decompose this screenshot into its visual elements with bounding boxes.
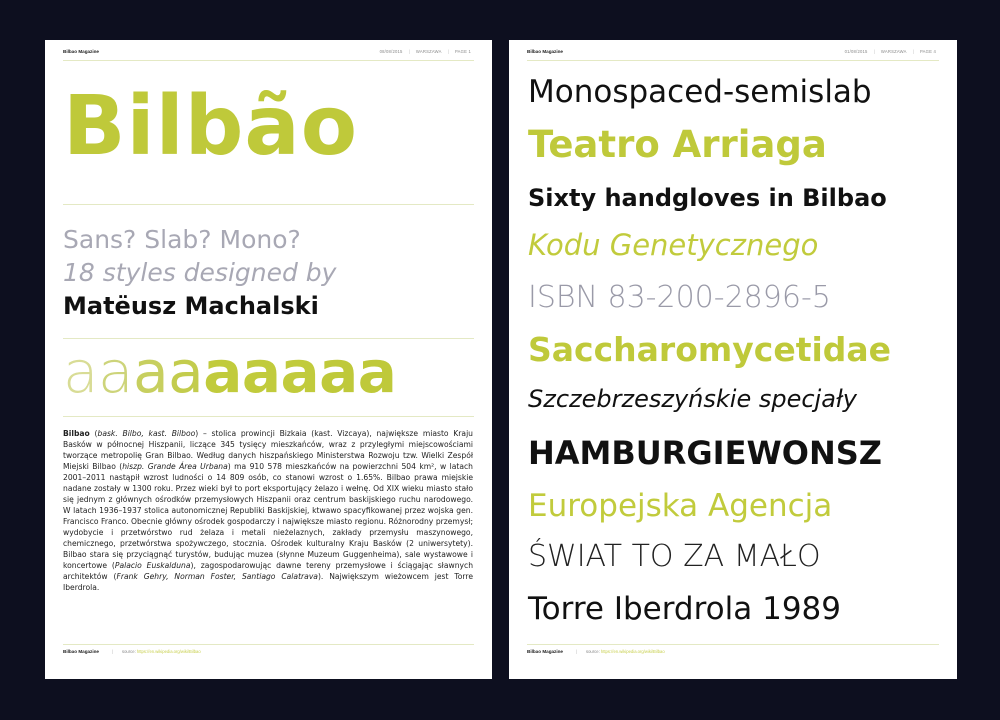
body-lead-word: Bilbao (63, 429, 90, 438)
magazine-name: Bilbao Magazine (527, 49, 563, 54)
page-footer (527, 649, 939, 659)
body-text-segment: ), zagospodarowując dawne tereny przemysłowe i ściągając sławnych architektów ( (63, 561, 474, 581)
article-body (63, 428, 473, 593)
weight-sample-glyph: a (168, 338, 204, 406)
header-separator: | (447, 49, 449, 54)
header-meta (377, 49, 474, 54)
body-text-segment: ) ma 910 578 mieszkańców na powierzchni 504 km², w latach 2001–2011 nastąpił wzrost ludności o 14 809 osób, co stanowi wzrost o 1.65%. Bilbao prawa miejskie nadane zostały w 1300 roku. Przez wieki był to port eksportujący żelazo i wełnę. Od XIX wieku miasto stało się jednym z głównych ośrodków przemysłowych Hiszpanii oraz centrum baskijskiego ruchu narodowego. W latach 1936–1937 stolica autonomicznej Republiki Baskijskiej, ktwawo spacyfikowanej przez wojska gen. Francisco Franco. Obecnie główny ośrodek gospodarczy i największe miasto regionu. Różnorodny przemysł; wydobycie i przetwórstwo rud żelaza i metali nieżelaznych, zakłady przemysłu maszynowego, chemicznego, przetwórstwa spożywczego, stocznia. Ośrodek kulturalny Kraju Basków (2 uniwersytety). Bilbao stara się przyciągnąć turystów, budując muzea (słynne Muzeum Guggenheima), sale wystawowe i koncertowe ( (63, 462, 473, 570)
weight-sample-glyph: a (319, 338, 358, 406)
specimen-line: ŚWIAT TO ZA MAŁO (528, 539, 821, 574)
styles-line: 18 styles designed by (63, 258, 337, 287)
page-number: PAGE 1 (454, 49, 471, 54)
source-link[interactable]: https://en.wikipedia.org/wiki/Bilbao (600, 649, 665, 654)
body-text-segment: ( (89, 429, 98, 438)
issue-date: 08/08/2015 (379, 49, 403, 54)
question-line: Sans? Slab? Mono? (63, 225, 301, 254)
header-rule (527, 60, 939, 61)
specimen-line: Sixty handgloves in Bilbao (528, 184, 887, 212)
body-italic-segment: hiszp. Grande Área Urbana (122, 462, 228, 471)
magazine-name: Bilbao Magazine (63, 49, 99, 54)
weight-sample-glyph: a (63, 338, 99, 406)
page-footer (63, 649, 474, 659)
weight-sample-glyph: a (133, 338, 169, 406)
header-meta (842, 49, 939, 54)
specimen-line: Kodu Genetycznego (528, 228, 819, 262)
footer-separator: | (576, 649, 578, 654)
designer-name: Matëusz Machalski (63, 292, 319, 320)
weight-sample-glyph: a (357, 338, 397, 406)
specimen-line: ISBN 83-200-2896-5 (528, 280, 831, 315)
magazine-name: Bilbao Magazine (527, 649, 563, 654)
page-title: Bilbão (63, 79, 359, 174)
source-note (122, 649, 201, 654)
footer-rule (527, 644, 939, 645)
header-separator: | (408, 49, 410, 54)
specimen-line: Monospaced-semislab (528, 74, 872, 110)
header-separator: | (912, 49, 914, 54)
specimen-line: Saccharomycetidae (528, 330, 892, 369)
specimen-line: Europejska Agencja (528, 488, 833, 524)
specimen-line: Szczebrzeszyńskie specjały (528, 385, 858, 413)
source-note (586, 649, 665, 654)
source-link[interactable]: https://en.wikipedia.org/wiki/Bilbao (136, 649, 201, 654)
page-number: PAGE 4 (919, 49, 936, 54)
right-magazine-page (509, 40, 957, 679)
footer-rule (63, 644, 474, 645)
source-label: source: (122, 649, 137, 654)
header-separator: | (873, 49, 875, 54)
city-label: WARSZAWA (415, 49, 442, 54)
issue-date: 01/08/2015 (844, 49, 868, 54)
weight-sample-glyph: a (203, 338, 242, 406)
page-header (527, 49, 939, 59)
city-label: WARSZAWA (880, 49, 907, 54)
specimen-line: Torre Iberdrola 1989 (528, 591, 841, 627)
specimen-line: Teatro Arriaga (528, 123, 827, 166)
weight-sample-glyph: a (241, 338, 281, 406)
page-header (63, 49, 474, 59)
body-italic-segment: Frank Gehry, Norman Foster, Santiago Calatrava (116, 572, 318, 581)
source-label: source: (586, 649, 601, 654)
weight-sample-glyph: a (280, 338, 320, 406)
header-rule (63, 60, 474, 61)
specimen-line: HAMBURGIEWONSZ (528, 434, 882, 472)
body-text-segment: ). Największym wieżowcem jest Torre Iberdrola. (63, 572, 473, 592)
weight-sample-glyph: a (98, 338, 134, 406)
divider (63, 204, 474, 205)
body-text-segment: ) – stolica prowincji Bizkaia (kast. Vizcaya), największe miasto Kraju Basków w północnej Hiszpanii, liczące 345 tysięcy mieszkańców, wraz z przyległymi miejscowościami tworzące metropolię Gran Bilbao. Według danych hiszpańskiego Ministerstwa Rozwoju tzw. Wielki Zespół Miejski Bilbao ( (63, 429, 473, 471)
magazine-name: Bilbao Magazine (63, 649, 99, 654)
body-italic-segment: bask. Bilbo, kast. Bilboo (97, 429, 196, 438)
divider (63, 416, 474, 417)
weight-sample-row (63, 338, 397, 406)
footer-separator: | (112, 649, 114, 654)
body-italic-segment: Palacio Euskalduna (114, 561, 191, 570)
left-magazine-page (45, 40, 492, 679)
